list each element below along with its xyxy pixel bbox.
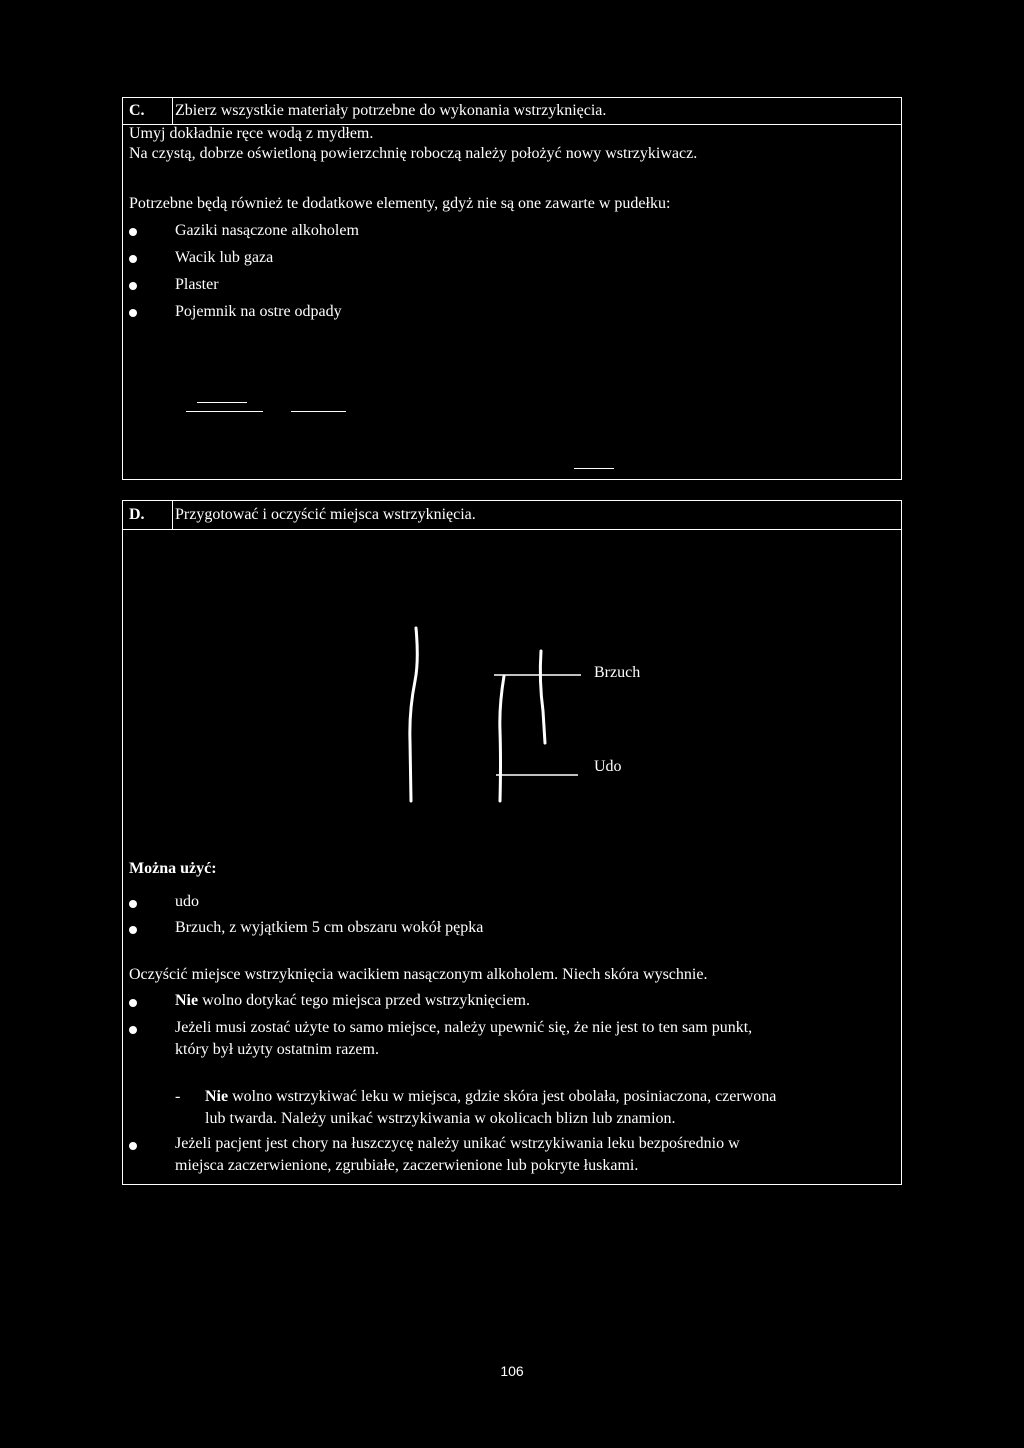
- injection-sites-diagram: [123, 601, 903, 921]
- bullet-icon: [129, 255, 137, 263]
- body-outline-mid-left: [500, 676, 504, 801]
- abdomen-label: Brzuch: [594, 664, 641, 681]
- image-remnant-line: [574, 468, 614, 469]
- section-c-header-divider: [172, 98, 173, 124]
- list-item: udo: [175, 893, 199, 910]
- image-remnant-line: [197, 402, 247, 403]
- bullet-icon: [129, 228, 137, 236]
- clean-site-text: Oczyścić miejsce wstrzyknięcia wacikiem nasączonym alkoholem. Niech skóra wyschnie.: [129, 966, 708, 983]
- psoriasis-text-line1: Jeżeli pacjent jest chory na łuszczycę należy unikać wstrzykiwania leku bezpośrednio w: [175, 1135, 740, 1152]
- no-inject-rest: wolno wstrzykiwać leku w miejsca, gdzie skóra jest obolała, posiniaczona, czerwona: [228, 1088, 777, 1105]
- list-item: Wacik lub gaza: [175, 249, 274, 266]
- section-d-header-divider: [172, 501, 173, 529]
- section-c-title: Zbierz wszystkie materiały potrzebne do wykonania wstrzyknięcia.: [175, 102, 607, 119]
- no-inject-bold: Nie: [205, 1088, 229, 1105]
- no-inject-text-line2: lub twarda. Należy unikać wstrzykiwania w okolicach blizn lub znamion.: [205, 1110, 676, 1127]
- no-touch-bold: Nie: [175, 992, 199, 1009]
- image-remnant-line: [291, 411, 346, 412]
- can-use-heading: Można użyć:: [129, 860, 217, 877]
- thigh-label: Udo: [594, 758, 622, 775]
- body-outline-mid-right: [540, 651, 545, 743]
- bullet-icon: [129, 926, 137, 934]
- bullet-icon: [129, 1142, 137, 1150]
- bullet-icon: [129, 900, 137, 908]
- no-touch-rest: wolno dotykać tego miejsca przed wstrzyknięciem.: [198, 992, 530, 1009]
- body-outline-left: [410, 628, 417, 801]
- list-item: Brzuch, z wyjątkiem 5 cm obszaru wokół pępka: [175, 919, 484, 936]
- list-item: Plaster: [175, 276, 219, 293]
- no-inject-text-line1: [205, 1088, 776, 1106]
- dash-marker: -: [175, 1088, 181, 1105]
- work-surface-text: Na czystą, dobrze oświetloną powierzchnię roboczą należy położyć nowy wstrzykiwacz.: [129, 145, 698, 162]
- section-d-letter: D.: [129, 506, 145, 523]
- section-d: [122, 500, 902, 1185]
- section-d-header: [123, 501, 901, 530]
- section-c-letter: C.: [129, 102, 145, 119]
- image-remnant-line: [186, 411, 263, 412]
- additional-items-intro: Potrzebne będą również te dodatkowe elementy, gdyż nie są one zawarte w pudełku:: [129, 195, 671, 212]
- list-item: Gaziki nasączone alkoholem: [175, 222, 359, 239]
- section-c-header: [123, 98, 901, 125]
- same-place-text-line1: Jeżeli musi zostać użyte to samo miejsce, należy upewnić się, że nie jest to ten sam punkt,: [175, 1019, 753, 1036]
- bullet-icon: [129, 999, 137, 1007]
- no-touch-text: [175, 992, 530, 1010]
- list-item: Pojemnik na ostre odpady: [175, 303, 342, 320]
- psoriasis-text-line2: miejsca zaczerwienione, zgrubiałe, zaczerwienione lub pokryte łuskami.: [175, 1157, 639, 1174]
- wash-hands-text: Umyj dokładnie ręce wodą z mydłem.: [129, 125, 374, 142]
- bullet-icon: [129, 309, 137, 317]
- same-place-text-line2: który był użyty ostatnim razem.: [175, 1041, 379, 1058]
- bullet-icon: [129, 1026, 137, 1034]
- page-number: 106: [500, 1363, 524, 1379]
- section-c: [122, 97, 902, 480]
- section-d-title: Przygotować i oczyścić miejsca wstrzyknięcia.: [175, 506, 476, 523]
- bullet-icon: [129, 282, 137, 290]
